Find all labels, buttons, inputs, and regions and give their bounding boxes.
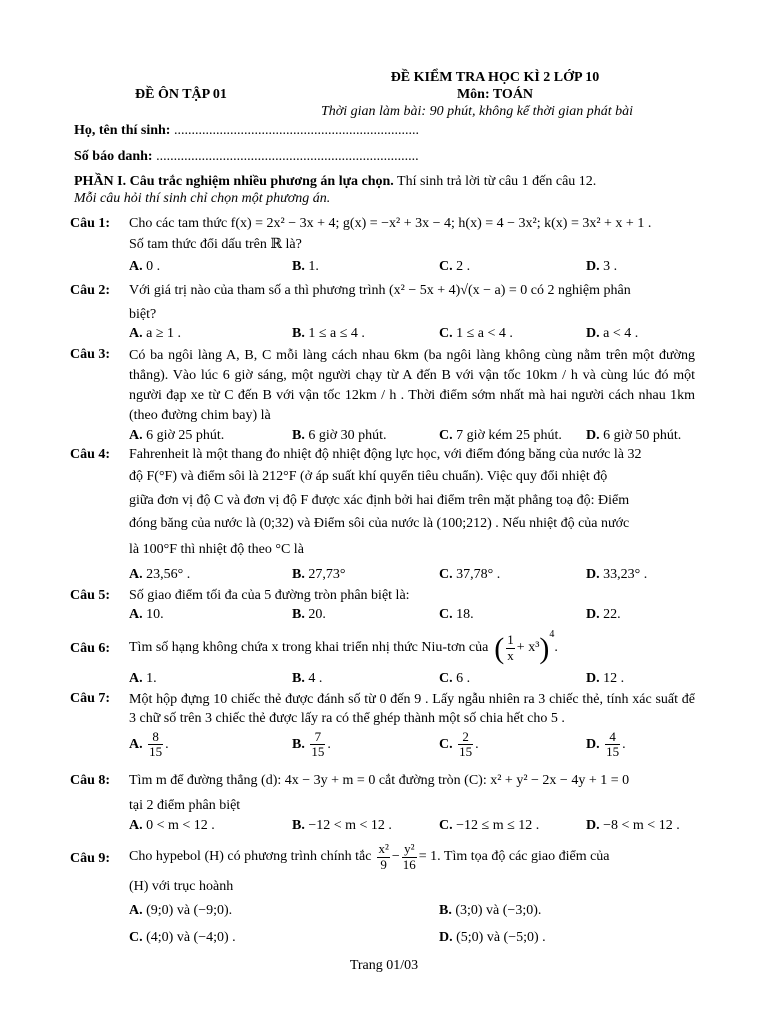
q6-label: Câu 6: [70, 641, 111, 656]
q9-options-row1 [129, 902, 695, 920]
q6-options [129, 670, 695, 688]
q1-option-c[interactable]: C. 2 . [439, 259, 471, 274]
q8-option-b[interactable]: B. −12 < m < 12 . [292, 818, 392, 833]
q9-fraction-y: $\frac{\text{y²}}{16}$ [402, 841, 416, 872]
q3-text: Có ba ngôi làng A, B, C mỗi làng cách nhau 6km (ba ngôi làng không cùng nằm trên một đường thẳng). Vào lúc 6 giờ sáng, một người chạy từ A đến B với vận tốc 10km / h và cùng lúc đó một người đạp xe từ C đến B với vận tốc 12km / h . Thời điểm sớm nhất mà hai người cách nhau 1km (theo đường chim bay) là [129, 348, 695, 423]
q9-options-row2 [129, 929, 695, 947]
q9-option-c[interactable]: C. (4;0) và (−4;0) . [129, 930, 236, 945]
q3-option-c[interactable]: C. 7 giờ kém 25 phút. [439, 428, 562, 443]
q3-option-d[interactable]: D. 6 giờ 50 phút. [586, 428, 682, 443]
q9-text [129, 836, 695, 878]
part1-title: PHẦN I. Câu trắc nghiệm nhiều phương án lựa chọn. [74, 174, 394, 189]
q9-option-d[interactable]: D. (5;0) và (−5;0) . [439, 930, 546, 945]
student-name-line [74, 122, 419, 140]
q9-label: Câu 9: [70, 851, 111, 866]
q5-option-a[interactable]: A. 10. [129, 607, 164, 622]
q5-option-b[interactable]: B. 20. [292, 607, 326, 622]
q7-option-d[interactable]: D. $\frac{4}{15}$ . [586, 729, 626, 760]
q8-label: Câu 8: [70, 773, 111, 788]
q3-option-b[interactable]: B. 6 giờ 30 phút. [292, 428, 387, 443]
q9-text-pre: Cho hypebol (H) có phương trình chính tắc [129, 848, 372, 864]
q7-option-b[interactable]: B. $\frac{7}{15}$ . [292, 729, 331, 760]
q5-options [129, 606, 695, 624]
q7-text: Một hộp đựng 10 chiếc thẻ được đánh số từ 0 đến 9 . Lấy ngẫu nhiên ra 3 chiếc thẻ, tính xác suất để 3 chữ số trên 3 chiếc thẻ được lấy ra có thể ghép thành một số chia hết cho 5 . [129, 692, 695, 726]
time-note: Thời gian làm bài: 90 phút, không kể thời gian phát bài [321, 104, 634, 119]
q8-option-c[interactable]: C. −12 ≤ m ≤ 12 . [439, 818, 540, 833]
q4-text4: đóng băng của nước là (0;32) và Điểm sôi của nước là (100;212) . Nếu nhiệt độ của nước [129, 516, 630, 531]
q6-text-pre: Tìm số hạng không chứa x trong khai triển nhị thức Niu-tơn của [129, 639, 489, 655]
q2-option-b[interactable]: B. 1 ≤ a ≤ 4 . [292, 326, 365, 341]
q9-option-a[interactable]: A. (9;0) và (−9;0). [129, 903, 233, 918]
q3-label: Câu 3: [70, 347, 111, 362]
q4-option-a[interactable]: A. 23,56° . [129, 567, 191, 582]
q4-text1: Fahrenheit là một thang đo nhiệt độ nhiệt động lực học, với điểm đóng băng của nước là 32 [129, 447, 642, 462]
q1-option-d[interactable]: D. 3 . [586, 259, 618, 274]
q1-label: Câu 1: [70, 216, 111, 231]
student-name-dots: ...................................................................... [173, 123, 419, 138]
q8-option-d[interactable]: D. −8 < m < 12 . [586, 818, 680, 833]
q7-option-c[interactable]: C. $\frac{2}{15}$ . [439, 729, 479, 760]
q4-text2: độ F(°F) và điểm sôi là 212°F (ở áp suất khí quyển tiêu chuẩn). Việc quy đổi nhiệt độ [129, 469, 608, 484]
q4-options [129, 566, 695, 584]
page-number: Trang 01/03 [349, 958, 419, 973]
q8-options [129, 817, 695, 835]
q6-option-d[interactable]: D. 12 . [586, 671, 625, 686]
q5-label: Câu 5: [70, 588, 111, 603]
q9-text2: (H) với trục hoành [129, 879, 234, 894]
q9-text-post: . Tìm tọa độ các giao điểm của [437, 848, 610, 864]
q7-option-a[interactable]: A. $\frac{8}{15}$ . [129, 729, 169, 760]
q1-option-b[interactable]: B. 1. [292, 259, 319, 274]
q6-fraction: $\frac{1}{x}$ [507, 632, 514, 663]
q7-options [129, 730, 695, 766]
student-id-dots: ........................................................................... [156, 149, 419, 164]
q2-text2: biệt? [129, 307, 157, 322]
q6-paren-open: ( [494, 631, 505, 665]
exam-title: ĐỀ KIỂM TRA HỌC KÌ 2 LỚP 10 [390, 70, 600, 85]
q5-text: Số giao điểm tối đa của 5 đường tròn phân biệt là: [129, 588, 410, 603]
part1-desc: Thí sinh trả lời từ câu 1 đến câu 12. [393, 174, 597, 189]
part1-heading [74, 173, 596, 191]
q3-options [129, 427, 695, 445]
q3-option-a[interactable]: A. 6 giờ 25 phút. [129, 428, 225, 443]
q2-text: Với giá trị nào của tham số a thì phương trình (x² − 5x + 4)√(x − a) = 0 có 2 nghiệm phân [129, 283, 631, 298]
q4-option-b[interactable]: B. 27,73° [292, 567, 346, 582]
part1-note: Mỗi câu hỏi thí sinh chỉ chọn một phương án. [74, 191, 331, 206]
q2-option-a[interactable]: A. a ≥ 1 . [129, 326, 182, 341]
q4-option-c[interactable]: C. 37,78° . [439, 567, 501, 582]
q4-text3: giữa đơn vị độ C và đơn vị độ F được xác định bởi hai điểm trên mặt phẳng toạ độ: Điểm [129, 493, 630, 508]
q9-option-b[interactable]: B. (3;0) và (−3;0). [439, 903, 542, 918]
q6-option-c[interactable]: C. 6 . [439, 671, 471, 686]
q9-minus: − [391, 848, 400, 864]
q1-text2: Số tam thức đổi dấu trên ℝ là? [129, 237, 302, 252]
student-id-label: Số báo danh: [74, 149, 157, 164]
q4-text5: là 100°F thì nhiệt độ theo °C là [129, 542, 304, 557]
q1-options [129, 258, 695, 276]
q8-option-a[interactable]: A. 0 < m < 12 . [129, 818, 215, 833]
subject-line: Môn: TOÁN [456, 87, 534, 102]
q2-label: Câu 2: [70, 283, 111, 298]
q4-label: Câu 4: [70, 447, 111, 462]
q2-option-c[interactable]: C. 1 ≤ a < 4 . [439, 326, 513, 341]
q5-option-c[interactable]: C. 18. [439, 607, 474, 622]
q2-options [129, 325, 695, 343]
q2-option-d[interactable]: D. a < 4 . [586, 326, 639, 341]
q9-equals: = 1 [418, 848, 438, 864]
student-id-line [74, 148, 419, 166]
q7-label: Câu 7: [70, 691, 111, 706]
q6-power: 4 [549, 629, 555, 640]
q8-text: Tìm m để đường thẳng (d): 4x − 3y + m = 0 cắt đường tròn (C): x² + y² − 2x − 4y + 1 = 0 [129, 773, 630, 788]
q8-text2: tại 2 điểm phân biệt [129, 798, 241, 813]
q6-text: Tìm số hạng không chứa x trong khai triển nhị thức Niu-tơn của ( $\frac{1}{x}$ + x³ ) 4 . [129, 626, 695, 670]
q4-option-d[interactable]: D. 33,23° . [586, 567, 648, 582]
q6-option-b[interactable]: B. 4 . [292, 671, 323, 686]
q6-paren-close: ) [539, 631, 550, 665]
student-name-label: Họ, tên thí sinh: [74, 123, 174, 138]
q9-fraction-x: $\frac{\text{x²}}{9}$ [378, 841, 389, 872]
q1-text: Cho các tam thức f(x) = 2x² − 3x + 4; g(x) = −x² + 3x − 4; h(x) = 4 − 3x²; k(x) = 3x² + x + 1 . [129, 216, 652, 231]
exam-code: ĐỀ ÔN TẬP 01 [135, 87, 227, 102]
q5-option-d[interactable]: D. 22. [586, 607, 621, 622]
q6-expr-post: + x³ [516, 639, 540, 655]
q6-option-a[interactable]: A. 1. [129, 671, 157, 686]
q1-option-a[interactable]: A. 0 . [129, 259, 161, 274]
